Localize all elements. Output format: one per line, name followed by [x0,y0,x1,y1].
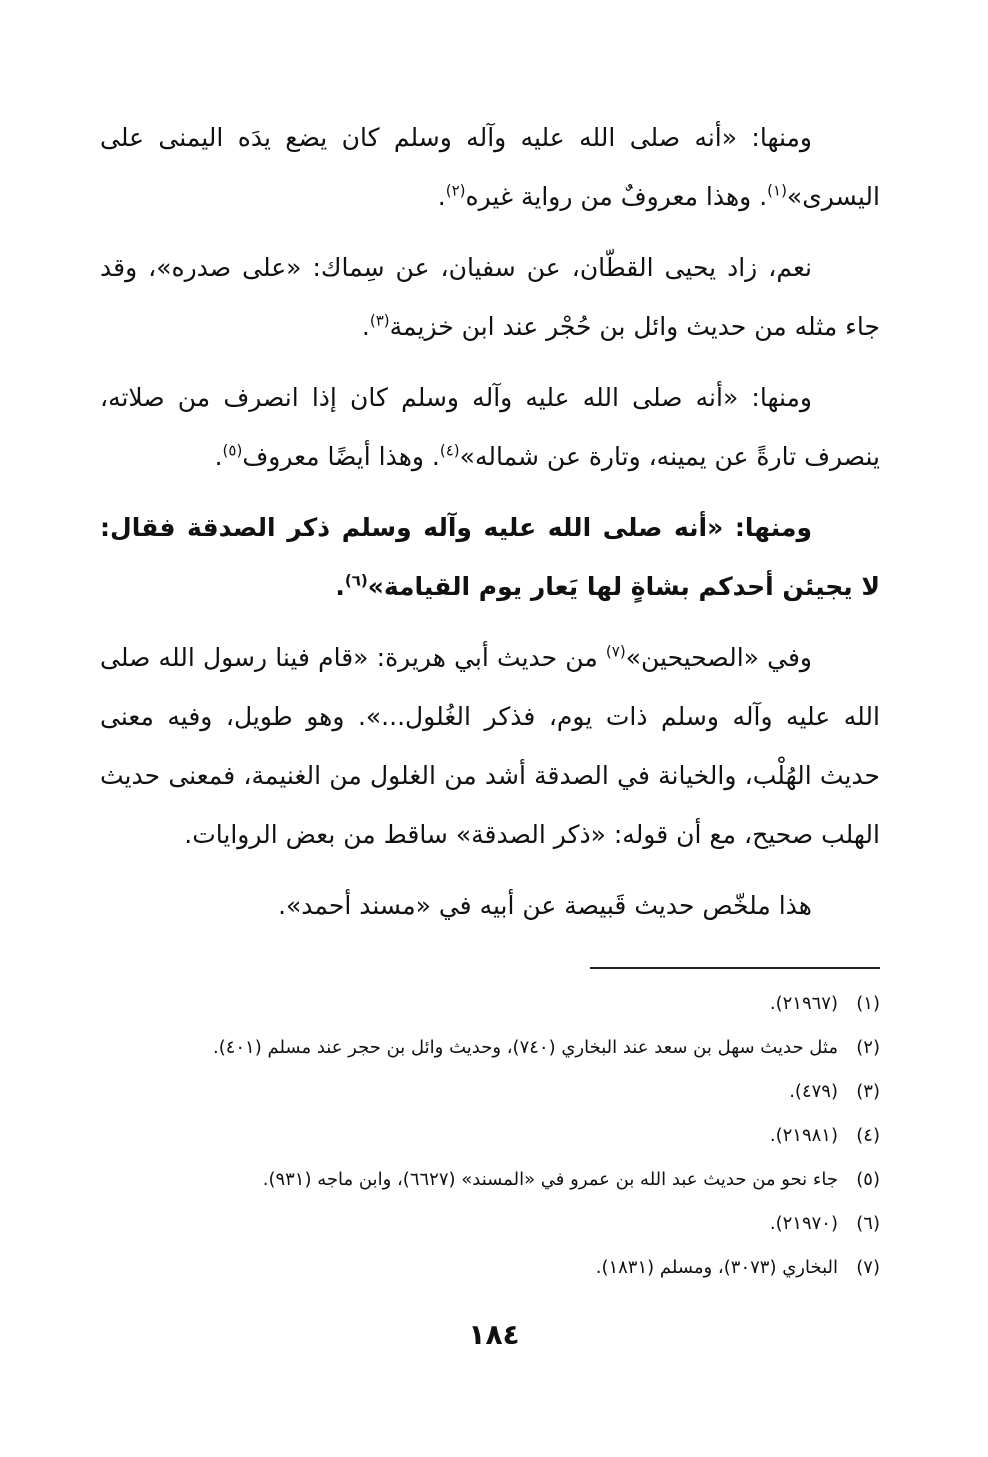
footnote-text: البخاري (٣٠٧٣)، ومسلم (١٨٣١). [595,1257,838,1278]
footnote-number: (١) [856,993,880,1014]
footnote-number: (٣) [856,1081,880,1102]
paragraph [100,238,880,356]
paragraph [100,628,880,864]
footnote-marker: (١) [767,181,787,200]
footnote-marker: (٣) [369,311,390,330]
bold-text: لا يجيئن أحدكم بشاةٍ لها يَعار يوم القيامة [383,572,880,601]
paragraph [100,368,880,486]
paragraph-text: نعم، زاد يحيى القطّان، عن سفيان، عن سِماك: «على صدره»، وقد جاء مثله من حديث وائل بن حُجْر عند ابن خزيمة [100,253,880,341]
footnote [100,1117,880,1155]
page-number: ١٨٤ [468,1318,520,1351]
main-text [100,108,880,935]
footnote [100,1161,880,1199]
footnotes-list [100,985,880,1287]
paragraph [100,876,880,935]
footnote-number: (٦) [856,1213,880,1234]
document-page [100,108,880,1398]
footnote-number: (٤) [856,1125,880,1146]
footnote-text: (٢١٩٦٧). [769,993,838,1014]
paragraph-text: . [361,312,370,341]
paragraph-text: وفي «الصحيحين» [625,643,812,672]
paragraph-text: هذا ملخّص حديث قَبيصة عن أبيه في «مسند أحمد». [278,891,812,920]
paragraph-text: » [367,572,384,601]
paragraph-text: من حديث أبي هريرة: «قام فينا رسول الله صلى الله عليه وآله وسلم ذات يوم، فذكر الغُلول...». وهو طويل، وفيه معنى حديث الهُلْب، والخيانة في الصدقة أشد من الغلول من الغنيمة، فمعنى حديث الهلب صحيح، مع أن قوله: «ذكر الصدقة» ساقط من بعض الروايات. [100,643,880,849]
paragraph-text: . وهذا أيضًا معروف [242,442,440,471]
footnote-marker: (٢) [445,181,466,200]
paragraph-text: ومنها: «أنه صلى الله عليه وآله وسلم ذكر الصدقة فقال: [100,513,812,542]
footnote-text: (٢١٩٨١). [769,1125,838,1146]
footnote-number: (٥) [856,1169,880,1190]
footnote-marker: (٤) [439,441,460,460]
footnote [100,985,880,1023]
paragraph-text: ومنها: «أنه صلى الله عليه وآله وسلم كان يضع يدَه اليمنى على اليسرى» [100,123,880,211]
footnote-number: (٢) [856,1037,880,1058]
footnote-text: جاء نحو من حديث عبد الله بن عمرو في «المسند» (٦٦٢٧)، وابن ماجه (٩٣١). [262,1169,838,1190]
footnote-separator [590,967,880,969]
footnote [100,1073,880,1111]
footnote-marker: (٥) [222,441,243,460]
paragraph-text: . [214,442,223,471]
paragraph-text: ومنها: «أنه صلى الله عليه وآله وسلم كان إذا انصرف من صلاته، ينصرف تارةً عن يمينه، وتارة عن شماله» [100,383,880,471]
paragraph [100,108,880,226]
footnote-text: مثل حديث سهل بن سعد عند البخاري (٧٤٠)، وحديث وائل بن حجر عند مسلم (٤٠١). [212,1037,838,1058]
footnote-text: (٤٧٩). [789,1081,838,1102]
paragraph-text: . [437,182,446,211]
footnote-marker: (٧) [605,642,626,661]
paragraph-text: . [335,572,345,601]
paragraph-text: . وهذا معروفٌ من رواية غيره [465,182,768,211]
footnote [100,1205,880,1243]
paragraph [100,498,880,616]
footnote [100,1029,880,1067]
footnote-text: (٢١٩٧٠). [769,1213,838,1234]
footnote-marker: (٦) [344,571,368,590]
footnote-number: (٧) [856,1257,880,1278]
footnote [100,1249,880,1287]
